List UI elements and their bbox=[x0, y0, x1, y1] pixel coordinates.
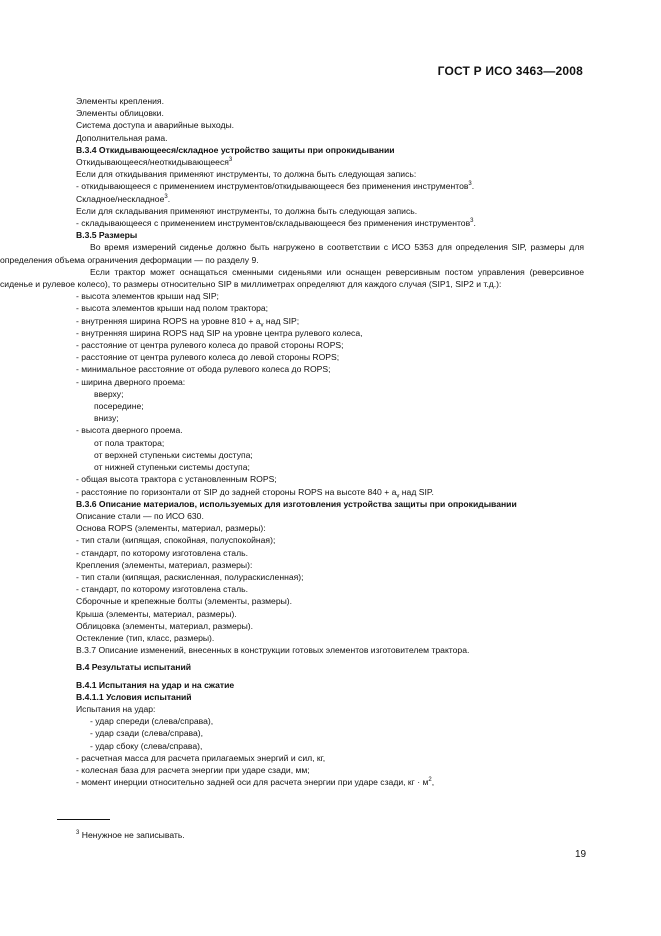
sub-list-item: от пола трактора; bbox=[94, 437, 165, 448]
text-line: Описание стали — по ИСО 630. bbox=[76, 510, 204, 521]
sub-list-item: - удар сзади (слева/справа), bbox=[90, 728, 204, 739]
text-line: Дополнительная рама. bbox=[76, 132, 168, 143]
sub-list-item: - удар спереди (слева/справа), bbox=[90, 716, 214, 727]
text-line: - складывающееся с применением инструментов/складывающееся без применения инструментов$^3$. bbox=[76, 218, 476, 229]
text-line: Если для откидывания применяют инструменты, то должна быть следующая запись: bbox=[76, 169, 417, 180]
sub-list-item: от нижней ступеньки системы доступа; bbox=[94, 462, 250, 473]
list-item: - тип стали (кипящая, спокойная, полуспокойная); bbox=[76, 535, 276, 546]
section-heading-b4: В.4 Результаты испытаний bbox=[76, 662, 192, 673]
text-line: Элементы крепления. bbox=[76, 96, 164, 106]
text-line: Сборочные и крепежные болты (элементы, размеры). bbox=[76, 596, 293, 607]
list-item: - момент инерции относительно задней оси для расчета энергии при ударе сзади, кг · $м^2$, bbox=[76, 777, 435, 788]
section-heading-b41: В.4.1 Испытания на удар и на сжатие bbox=[76, 679, 235, 690]
section-heading-b35: В.3.5 Размеры bbox=[76, 230, 138, 241]
document-body bbox=[0, 95, 584, 788]
text-line: - откидывающееся с применением инструментов/откидывающееся без применения инструментов$^3$. bbox=[76, 181, 475, 192]
sub-list-item: от верхней ступеньки системы доступа; bbox=[94, 449, 253, 460]
list-item: - расстояние от центра рулевого колеса до левой стороны ROPS; bbox=[76, 352, 340, 363]
list-item: - стандарт, по которому изготовлена сталь. bbox=[76, 547, 248, 558]
list-item: - минимальное расстояние от обода рулевого колеса до ROPS; bbox=[76, 364, 331, 375]
text-line: Система доступа и аварийные выходы. bbox=[76, 120, 235, 131]
section-heading-b411: В.4.1.1 Условия испытаний bbox=[76, 691, 192, 702]
section-b37: В.3.7 Описание изменений, внесенных в конструкции готовых элементов изготовителем трактора. bbox=[76, 645, 470, 656]
list-item: - общая высота трактора с установленным ROPS; bbox=[76, 474, 277, 485]
list-item: - высота элементов крыши над полом трактора; bbox=[76, 303, 269, 314]
sub-list-item: - удар сбоку (слева/справа), bbox=[90, 740, 203, 751]
text-line: Элементы облицовки. bbox=[76, 108, 164, 119]
list-item: - высота дверного проема. bbox=[76, 425, 183, 436]
list-item: - высота элементов крыши над SIP; bbox=[76, 291, 219, 302]
text-line: Если для складывания применяют инструменты, то должна быть следующая запись. bbox=[76, 205, 418, 216]
list-item: - расчетная масса для расчета прилагаемых энергий и сил, кг, bbox=[76, 752, 326, 763]
text-line: Крепления (элементы, материал, размеры): bbox=[76, 559, 253, 570]
list-item: - расстояние от центра рулевого колеса до правой стороны ROPS; bbox=[76, 340, 344, 351]
sub-list-item: внизу; bbox=[94, 413, 119, 424]
page-number: 19 bbox=[575, 849, 587, 860]
list-item: - внутренняя ширина ROPS на уровне $810 + а_v$ над SIP; bbox=[76, 315, 300, 329]
text-line: Крыша (элементы, материал, размеры). bbox=[76, 608, 237, 619]
list-item: - ширина дверного проема: bbox=[76, 376, 186, 387]
paragraph: Если трактор может оснащаться сменными сиденьями или оснащен реверсивным постом управления (реверсивное сиденье и рулевое колесо), то размеры относительно SIP в миллиметрах определяют для каждого случая (SIP1, SIP2 и т.д.): bbox=[0, 266, 584, 290]
text-line: Складное/нескладное$^3$. bbox=[76, 193, 171, 204]
text-line: Облицовка (элементы, материал, размеры). bbox=[76, 620, 254, 631]
text-line: Основа ROPS (элементы, материал, размеры): bbox=[76, 523, 266, 534]
sub-list-item: вверху; bbox=[94, 388, 124, 399]
document-header: ГОСТ Р ИСО 3463—2008 bbox=[437, 64, 583, 78]
text-line: Откидывающееся/неоткидывающееся$^3$ bbox=[76, 157, 233, 168]
list-item: - тип стали (кипящая, раскисленная, полураскисленная); bbox=[76, 571, 304, 582]
list-item: - расстояние по горизонтали от SIP до задней стороны ROPS на высоте $840 + а_v$ над SIP. bbox=[76, 486, 434, 500]
section-heading-b34: В.3.4 Откидывающееся/складное устройство защиты при опрокидывании bbox=[76, 144, 395, 155]
list-item: - внутренняя ширина ROPS над SIP на уровне центра рулевого колеса, bbox=[76, 327, 363, 338]
footnote-divider bbox=[57, 819, 110, 820]
footnote: $^3$ Ненужное не записывать. bbox=[76, 830, 185, 840]
list-item: - стандарт, по которому изготовлена сталь. bbox=[76, 584, 248, 595]
text-line: Испытания на удар: bbox=[76, 703, 156, 714]
sub-list-item: посередине; bbox=[94, 401, 144, 412]
paragraph: Во время измерений сиденье должно быть нагружено в соответствии с ИСО 5353 для определения SIP, размеры для определения объема ограничения деформации — по разделу 9. bbox=[0, 242, 584, 265]
text-line: Остекление (тип, класс, размеры). bbox=[76, 632, 215, 643]
section-heading-b36: В.3.6 Описание материалов, используемых для изготовления устройства защиты при опрокидывании bbox=[76, 498, 517, 509]
list-item: - колесная база для расчета энергии при ударе сзади, мм; bbox=[76, 764, 310, 775]
